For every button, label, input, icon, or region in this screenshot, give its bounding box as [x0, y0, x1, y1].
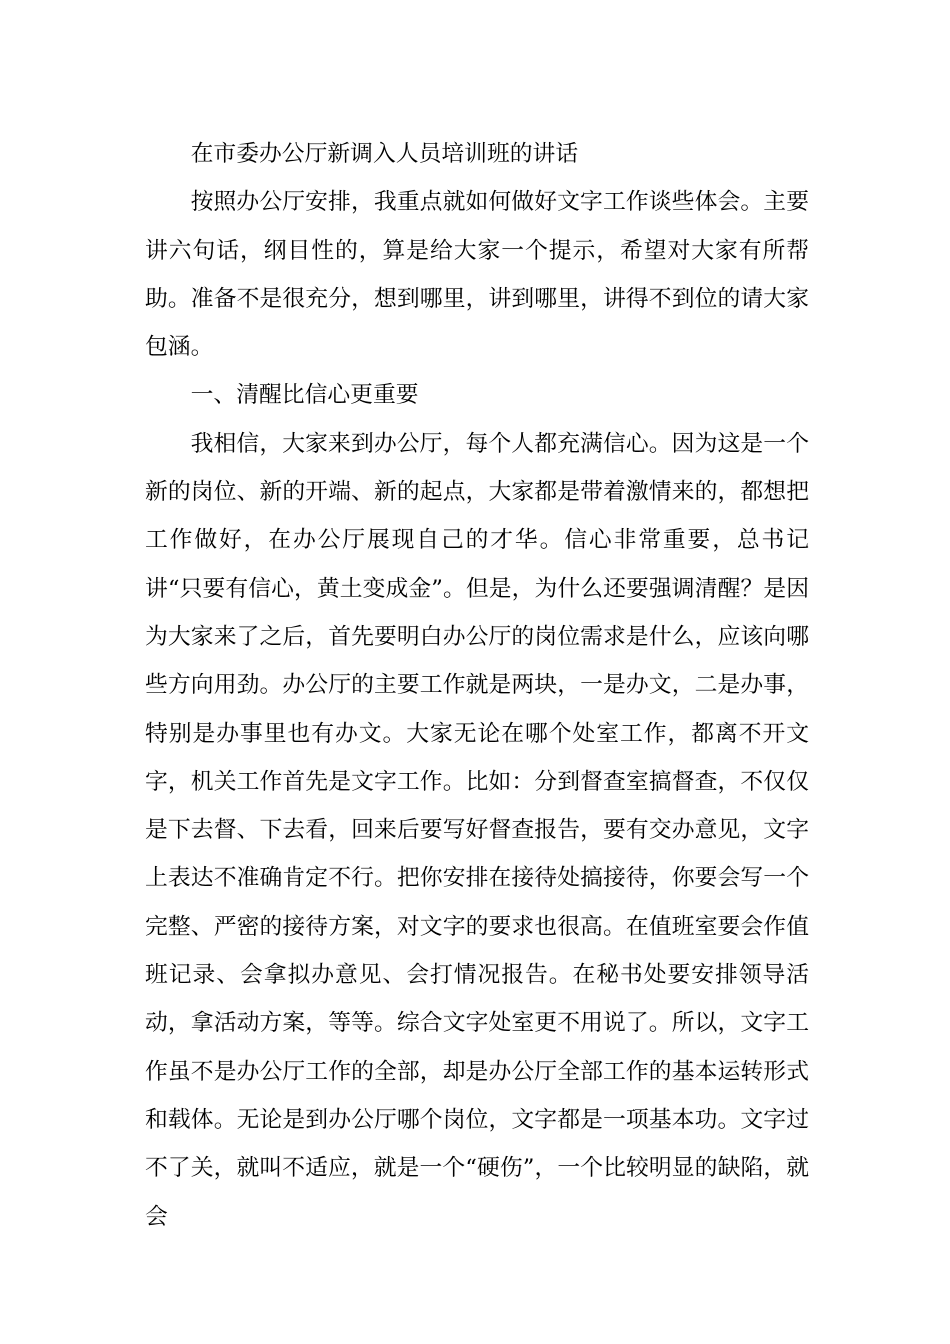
paragraph-intro: 按照办公厅安排，我重点就如何做好文字工作谈些体会。主要讲六句话，纲目性的，算是给大家一个提示，希望对大家有所帮助。准备不是很充分，想到哪里，讲到哪里，讲得不到位的请大家包涵。 — [145, 189, 809, 361]
document-body — [145, 130, 809, 1241]
document-title: 在市委办公厅新调入人员培训班的讲话 — [190, 141, 579, 167]
section-heading-1: 一、清醒比信心更重要 — [190, 382, 419, 409]
paragraph-section-1: 我相信，大家来到办公厅，每个人都充满信心。因为这是一个新的岗位、新的开端、新的起点，大家都是带着激情来的，都想把工作做好，在办公厅展现自己的才华。信心非常重要，总书记讲“只要有信心，黄土变成金”。但是，为什么还要强调清醒？是因为大家来了之后，首先要明白办公厅的岗位需求是什么，应该向哪些方向用劲。办公厅的主要工作就是两块，一是办文，二是办事，特别是办事里也有办文。大家无论在哪个处室工作，都离不开文字，机关工作首先是文字工作。比如：分到督查室搞督查，不仅仅是下去督、下去看，回来后要写好督查报告，要有交办意见，文字上表达不准确肯定不行。把你安排在接待处搞接待，你要会写一个完整、严密的接待方案，对文字的要求也很高。在值班室要会作值班记录、会拿拟办意见、会打情况报告。在秘书处要安排领导活动，拿活动方案，等等。综合文字处室更不用说了。所以，文字工作虽不是办公厅工作的全部，却是办公厅全部工作的基本运转形式和载体。无论是到办公厅哪个岗位，文字都是一项基本功。文字过不了关，就叫不适应，就是一个“硬伤”，一个比较明显的缺陷，就会 — [145, 430, 809, 1230]
